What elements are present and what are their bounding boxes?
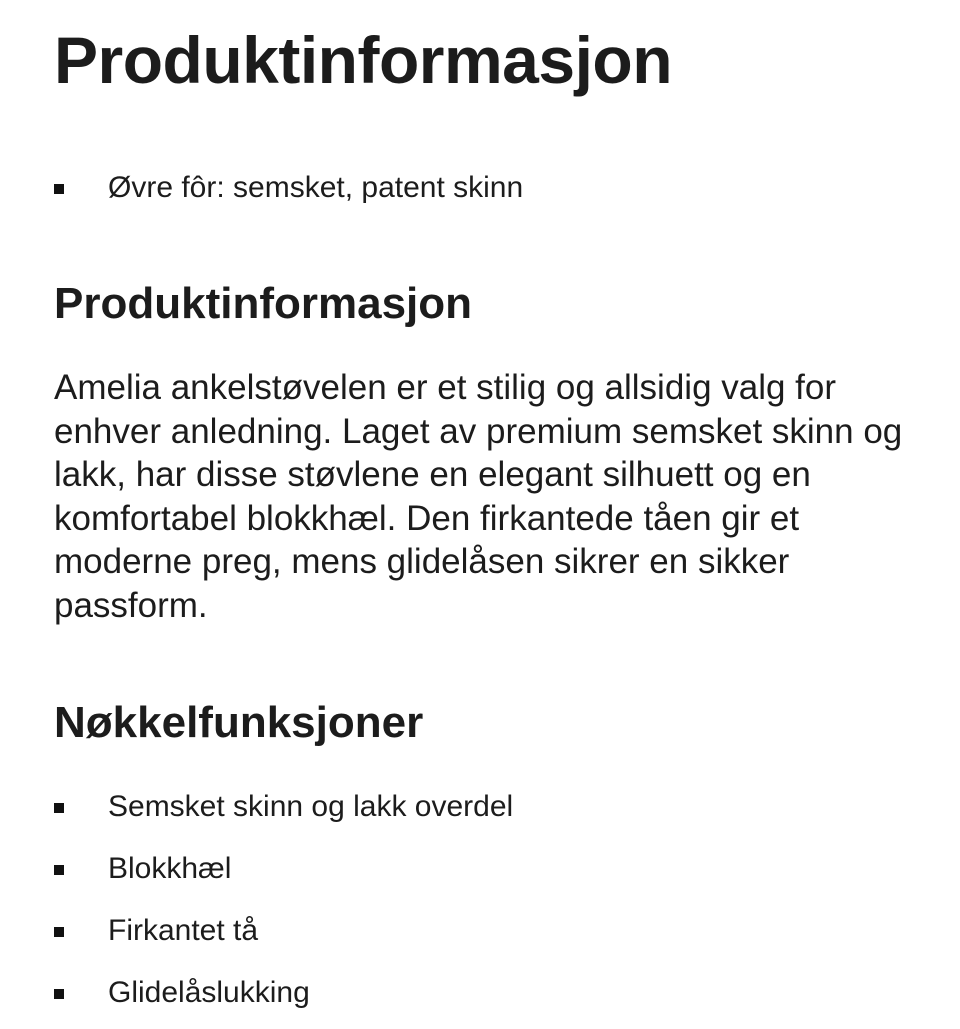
bullet-icon: [54, 803, 64, 813]
product-description: Amelia ankelstøvelen er et stilig og allsidig valg for enhver anledning. Laget av premium semsket skinn og lakk, har disse støvlene en elegant silhuett og en komfortabel blokkhæl. Den firkantede tåen gir et moderne preg, mens glidelåsen sikrer en sikker passform.: [54, 368, 903, 625]
bullet-icon: [54, 865, 64, 875]
list-item-label: Semsket skinn og lakk overdel: [108, 790, 514, 823]
bullet-icon: [54, 184, 64, 194]
list-item-label: Blokkhæl: [108, 852, 232, 885]
list-item-label: Glidelåslukking: [108, 976, 310, 1009]
page-title: Produktinformasjon: [54, 23, 673, 97]
list-item-label: Firkantet tå: [108, 914, 259, 947]
key-features-heading: Nøkkelfunksjoner: [54, 698, 424, 747]
bullet-icon: [54, 927, 64, 937]
product-info-heading: Produktinformasjon: [54, 279, 473, 328]
list-item-label: Øvre fôr: semsket, patent skinn: [108, 171, 524, 204]
bullet-icon: [54, 989, 64, 999]
